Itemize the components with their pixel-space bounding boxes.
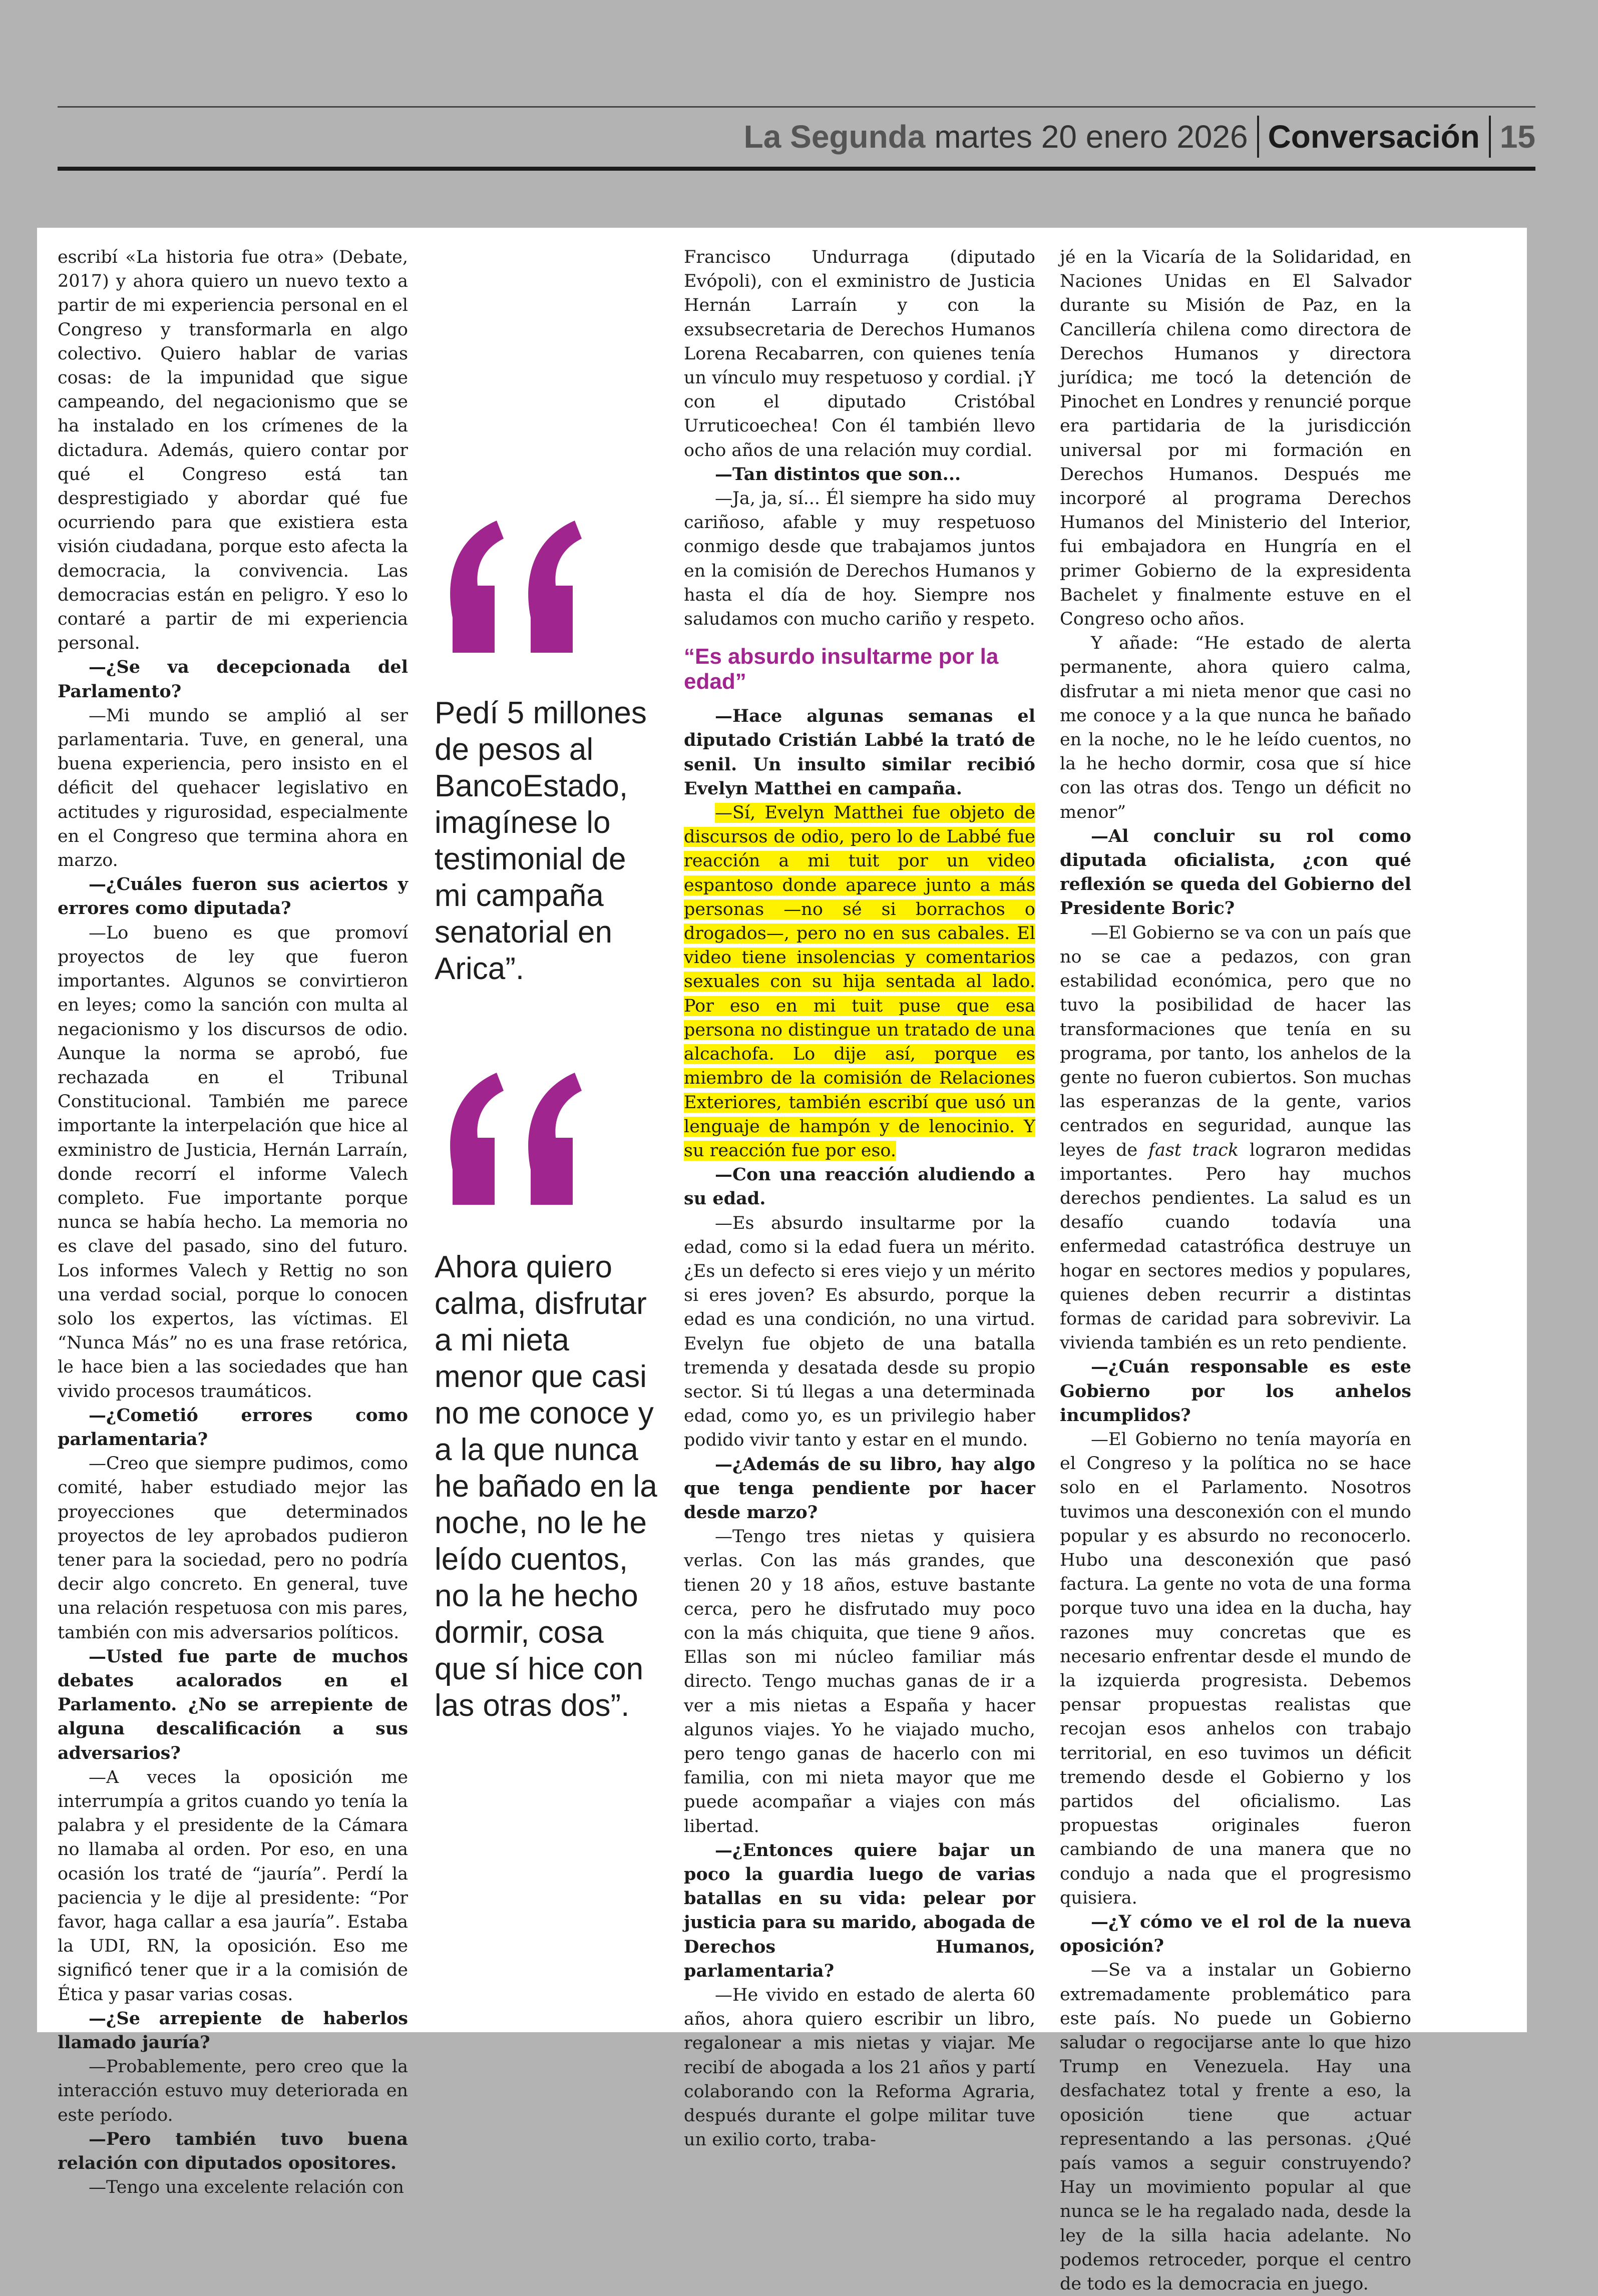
paragraph	[1060, 921, 1411, 1355]
article-column-4	[1060, 245, 1411, 2296]
masthead-divider	[1489, 116, 1491, 158]
question: —Al concluir su rol como diputada oficialista, ¿con qué reflexión se queda del Gobierno del Presidente Boric?	[1060, 825, 1411, 919]
paragraph: —He vivido en estado de alerta 60 años, ahora quiero escribir un libro, regalonear a mis nietas y viajar. Me recibí de abogada a los 21 años y partí colaborando con la Reforma Agraria, después durante el golpe militar tuve un exilio corto, traba-	[684, 1985, 1035, 2150]
paragraph: Y añade: “He estado de alerta permanente, ahora quiero calma, disfrutar a mi nieta menor que casi no me conoce y a la que nunca he bañado en la noche, no le he leído cuentos, no la he hecho dormir, cosa que sí hice con las otras dos. Tengo un déficit no menor”	[1060, 633, 1411, 822]
question: —Con una reacción aludiendo a su edad.	[684, 1164, 1035, 1209]
paragraph: —Creo que siempre pudimos, como comité, haber estudiado mejor las proyecciones que determinados proyectos de ley aprobados pudieron tener para la sociedad, pero no podría decir algo concreto. En general, tuve una relación respetuosa con mis pares, también con mis adversarios políticos.	[58, 1454, 408, 1643]
header-bottom-rule	[58, 167, 1535, 171]
question: —¿Y cómo ve el rol de la nueva oposición?	[1060, 1912, 1411, 1957]
issue-date: martes 20 enero 2026	[934, 119, 1248, 155]
question: —¿Además de su libro, hay algo que tenga pendiente por hacer desde marzo?	[684, 1454, 1035, 1523]
paragraph: —Se va a instalar un Gobierno extremadamente problemático para este país. No puede un Gobierno saludar o regocijarse ante lo que hizo Trump en Venezuela. Hay una desfachatez total y frente a eso, la oposición tiene que actuar representando a las personas. ¿Qué país vamos a seguir construyendo? Hay un movimiento popular al que nunca se le ha regalado nada, desde la ley de la silla hacia adelante. No podemos retroceder, porque el centro de todo es la democracia en juego.	[1060, 1960, 1411, 2294]
highlighted-paragraph	[684, 801, 1035, 1163]
subheading: “Es absurdo insultarme por la edad”	[684, 644, 999, 694]
question: —Tan distintos que son...	[715, 464, 961, 485]
quote-open-icon	[434, 1070, 594, 1205]
paragraph: —Tengo tres nietas y quisiera verlas. Con las más grandes, que tienen 20 y 18 años, estuve bastante cerca, pero he disfrutado muy poco con la más chiquita, que tiene 9 años. Ellas son mi núcleo familiar más directo. Tengo muchas ganas de ir a ver a mis nietas a España y hacer algunos viajes. Yo he viajado mucho, pero tengo ganas de hacerlo con mi familia, con mi nieta mayor que me puede acompañar a viajes con más libertad.	[684, 1527, 1035, 1836]
masthead-divider	[1257, 116, 1259, 158]
paragraph: Francisco Undurraga (diputado Evópoli), con el exministro de Justicia Hernán Larraín y con la exsubsecretaria de Derechos Humanos Lorena Recabarren, con quienes tenía un vínculo muy respetuoso y cordial. ¡Y con el diputado Cristóbal Urruticoechea! Con él también llevo ocho años de una relación muy cordial.	[684, 247, 1035, 461]
article-column-3	[684, 245, 1035, 2152]
header-top-rule	[58, 106, 1535, 108]
question: —¿Cuán responsable es este Gobierno por los anhelos incumplidos?	[1060, 1356, 1411, 1426]
paragraph: —Lo bueno es que promoví proyectos de ley que fueron importantes. Algunos se convirtieron en leyes; como la sanción con multa al negacionismo y los discursos de odio. Aunque la norma se aprobó, fue rechazada en el Tribunal Constitucional. También me parece importante la interpelación que hice al exministro de Justicia, Hernán Larraín, donde recorrí el informe Valech completo. Fue importante porque nunca se había hecho. La memoria no es clave del pasado, sino del futuro. Los informes Valech y Rettig no son una verdad social, porque lo conocen solo los expertos, las víctimas. El “Nunca Más” no es una frase retórica, le hace bien a las sociedades que han vivido procesos traumáticos.	[58, 923, 408, 1402]
paragraph: —El Gobierno no tenía mayoría en el Congreso y la política no se hace solo en el Parlamento. Nosotros tuvimos una desconexión con el mundo popular y es absurdo no reconocerlo. Hubo una desconexión que pasó factura. La gente no vota de una forma porque tuvo una idea en la ducha, hay razones muy concretas que es necesario enfrentar desde el mundo de la izquierda progresista. Debemos pensar propuestas realistas que recojan esos anhelos con trabajo territorial, en eso tuvimos un déficit tremendo desde el Gobierno y los partidos del oficialismo. Las propuestas originales fueron cambiando de una manera que no condujo a nada que el progresismo quisiera.	[1060, 1429, 1411, 1908]
question: —Pero también tuvo buena relación con diputados opositores.	[58, 2128, 408, 2174]
pull-quote-1: Pedí 5 millones de pesos al BancoEstado, imagínese lo testimonial de mi campaña senatorial en Arica”.	[435, 696, 647, 986]
question: —¿Se va decepcionada del Parlamento?	[58, 657, 408, 702]
paragraph: —A veces la oposición me interrumpía a gritos cuando yo tenía la palabra y el presidente de la Cámara no llamaba al orden. Por eso, en una ocasión los traté de “jauría”. Perdí la paciencia y le dije al presidente: “Por favor, haga callar a esa jauría”. Estaba la UDI, RN, la oposición. Eso me significó tener que ir a la comisión de Ética y pasar varias cosas.	[58, 1767, 408, 2005]
page-number: 15	[1499, 119, 1535, 155]
question: —Hace algunas semanas el diputado Cristián Labbé la trató de senil. Un insulto similar recibió Evelyn Matthei en campaña.	[684, 706, 1035, 799]
article-column-1	[58, 245, 408, 2199]
paragraph: —Mi mundo se amplió al ser parlamentaria. Tuve, en general, una buena experiencia, pero insisto en el déficit del quehacer legislativo en actitudes y rigurosidad, especialmente en el Congreso que termina ahora en marzo.	[58, 705, 408, 871]
question: —Usted fue parte de muchos debates acalorados en el Parlamento. ¿No se arrepiente de alguna descalificación a sus adversarios?	[58, 1646, 408, 1763]
highlight: —Sí, Evelyn Matthei fue objeto de discursos de odio, pero lo de Labbé fue reacción a mi tuit por un video espantoso donde aparece junto a más personas —no sé si borrachos o drogados—, pero no en sus cabales. El video tiene insolencias y comentarios sexuales con su hija sentada al lado. Por eso en mi tuit puse que esa persona no distingue un tratado de una alcachofa. Lo dije así, porque es miembro de la comisión de Relaciones Exteriores, también escribí que usó un lenguaje de hampón y de lenocinio. Y su reacción fue por eso.	[684, 803, 1035, 1161]
paragraph: jé en la Vicaría de la Solidaridad, en Naciones Unidas en El Salvador durante su Misión de Paz, en la Cancillería chilena como directora de Derechos Humanos y directora jurídica; me tocó la detención de Pinochet en Londres y renuncié porque era partidaria de la jurisdicción universal por mi formación en Derechos Humanos. Después me incorporé al programa Derechos Humanos del Ministerio del Interior, fui embajadora en Hungría en el primer Gobierno de la expresidenta Bachelet y finalmente estuve en el Congreso ocho años.	[1060, 247, 1411, 630]
paragraph-part: —El Gobierno se va con un país que no se cae a pedazos, con gran estabilidad económica, pero que no tuvo la posibilidad de hacer las transformaciones que tenía en su programa, por tanto, los anhelos de la gente no fueron cubiertos. Son muchas las esperanzas de la gente, varios centrados en seguridad, aunque las leyes de	[1060, 923, 1411, 1160]
paragraph: —Es absurdo insultarme por la edad, como si la edad fuera un mérito. ¿Es un defecto si eres viejo y un mérito si eres joven? Es absurdo, porque la edad es una condición, no una virtud. Evelyn fue objeto de una batalla tremenda y desatada desde su propio sector. Si tú llegas a una determinada edad, como yo, es un privilegio haber podido vivir tanto y estar en el mundo.	[684, 1213, 1035, 1451]
question: —¿Cometió errores como parlamentaria?	[58, 1405, 408, 1450]
question: —¿Entonces quiere bajar un poco la guardia luego de varias batallas en su vida: pelear por justicia para su marido, abogada de Derechos Humanos, parlamentaria?	[684, 1840, 1035, 1981]
paragraph-part: lograron medidas importantes. Pero hay muchos derechos pendientes. La salud es un desafío cuando todavía una enfermedad catastrófica destruye un hogar en sectores medios y populares, quienes deben recurrir a distintas formas de caridad para sobrevivir. La vivienda también es un reto pendiente.	[1060, 1140, 1411, 1353]
masthead	[744, 109, 1535, 164]
pull-quote-2: Ahora quiero calma, disfrutar a mi nieta menor que casi no me conoce y a la que nunca he bañado en la noche, no le he leído cuentos, no la he hecho dormir, cosa que sí hice con las otras dos”.	[435, 1250, 657, 1723]
italic-term: fast track	[1148, 1140, 1239, 1160]
paragraph: —Tengo una excelente relación con	[89, 2177, 404, 2198]
section-name: Conversación	[1268, 119, 1480, 155]
paragraph: —Ja, ja, sí... Él siempre ha sido muy cariñoso, afable y muy respetuoso conmigo desde que trabajamos juntos en la comisión de Derechos Humanos y hasta el día de hoy. Siempre nos saludamos con mucho cariño y respeto.	[684, 489, 1035, 630]
quote-open-icon	[434, 518, 594, 653]
paragraph: —Probablemente, pero creo que la interacción estuvo muy deteriorada en este período.	[58, 2057, 408, 2125]
question: —¿Cuáles fueron sus aciertos y errores como diputada?	[58, 874, 408, 919]
publication-name: La Segunda	[743, 119, 926, 155]
question: —¿Se arrepiente de haberlos llamado jauría?	[58, 2008, 408, 2053]
paragraph: escribí «La historia fue otra» (Debate, 2017) y ahora quiero un nuevo texto a partir de mi experiencia personal en el Congreso y transformarla en algo colectivo. Quiero hablar de varias cosas: de la impunidad que sigue campeando, del negacionismo que se ha instalado en los crímenes de la dictadura. Además, quiero contar por qué el Congreso está tan desprestigiado y abordar qué fue ocurriendo para que existiera esta visión ciudadana, porque esto afecta la democracia, la convivencia. Las democracias están en peligro. Y eso lo contaré a partir de mi experiencia personal.	[58, 247, 408, 654]
